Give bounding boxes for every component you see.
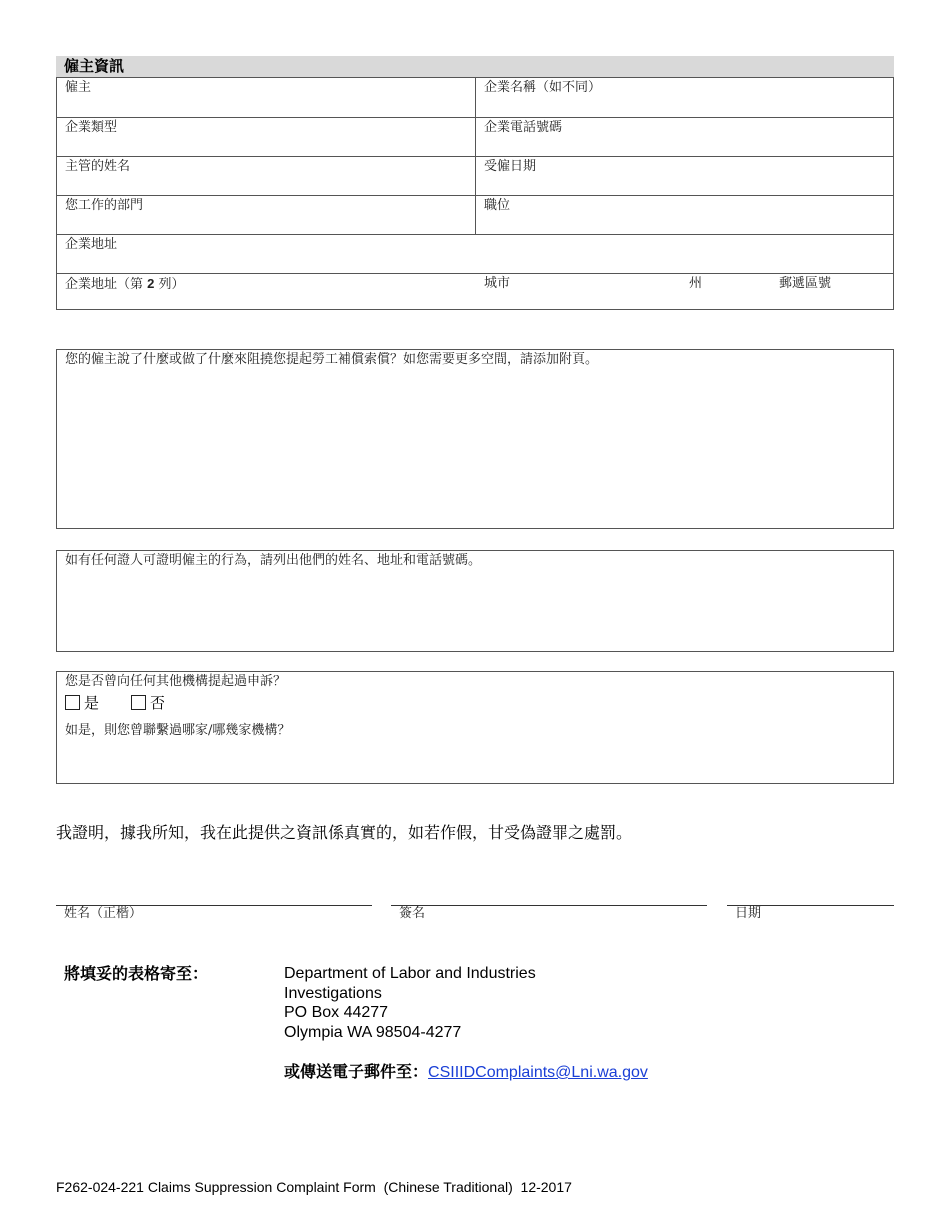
mailing-address <box>284 964 536 1042</box>
employer-actions-textarea[interactable] <box>56 349 894 529</box>
employer-label: 僱主 <box>65 80 92 95</box>
department-label: 您工作的部門 <box>65 198 144 213</box>
business-name-field[interactable] <box>476 78 893 117</box>
signature-line[interactable] <box>391 905 707 906</box>
employer-section-title: 僱主資訊 <box>64 57 125 75</box>
business-type-label: 企業類型 <box>65 120 118 135</box>
department-field[interactable] <box>57 196 475 234</box>
yes-label: 是 <box>84 694 100 712</box>
position-label: 職位 <box>484 198 511 213</box>
email-label: 或傳送電子郵件至： <box>284 1062 429 1081</box>
employer-row-4 <box>57 196 893 235</box>
mail-to-label: 將填妥的表格寄至： <box>64 964 209 983</box>
position-field[interactable] <box>476 196 893 234</box>
employer-section-header <box>56 56 894 77</box>
state-label: 州 <box>689 276 703 291</box>
city-label: 城市 <box>484 276 511 291</box>
business-address-line2-field[interactable] <box>57 274 475 309</box>
employer-row-1 <box>57 78 893 118</box>
other-agency-section <box>56 671 894 784</box>
business-name-label: 企業名稱（如不同） <box>484 80 602 95</box>
business-address-label: 企業地址 <box>65 237 118 252</box>
address-line: Olympia WA 98504-4277 <box>284 1023 462 1041</box>
other-agency-followup: 如是，則您曾聯繫過哪家/哪幾家機構？ <box>65 723 291 738</box>
date-label: 日期 <box>735 906 762 921</box>
employer-field[interactable] <box>57 78 475 117</box>
employer-row-5 <box>57 235 893 274</box>
address-line: Department of Labor and Industries <box>284 965 536 982</box>
address-line: Investigations <box>284 984 382 1002</box>
certification-statement: 我證明，據我所知，我在此提供之資訊係真實的，如若作假，甘受偽證罪之處罰。 <box>56 823 633 842</box>
no-checkbox[interactable] <box>131 695 146 710</box>
witness-textarea[interactable] <box>56 550 894 652</box>
yes-option[interactable] <box>65 692 99 712</box>
employer-info-table <box>56 77 894 310</box>
state-field[interactable] <box>681 274 771 309</box>
signature-label: 簽名 <box>399 906 426 921</box>
witness-question: 如有任何證人可證明僱主的行為，請列出他們的姓名、地址和電話號碼。 <box>65 553 482 568</box>
yes-checkbox[interactable] <box>65 695 80 710</box>
business-type-field[interactable] <box>57 118 475 156</box>
employer-row-2 <box>57 118 893 157</box>
employer-row-6 <box>57 274 893 309</box>
name-label: 姓名（正楷） <box>64 906 143 921</box>
zip-field[interactable] <box>771 274 893 309</box>
business-address-field[interactable] <box>57 235 893 273</box>
email-link[interactable]: CSIIIDComplaints@Lni.wa.gov <box>428 1064 648 1081</box>
no-option[interactable] <box>131 692 165 712</box>
city-field[interactable] <box>476 274 681 309</box>
business-phone-field[interactable] <box>476 118 893 156</box>
zip-label: 郵遞區號 <box>779 276 832 291</box>
hire-date-label: 受僱日期 <box>484 159 537 174</box>
business-address-line2-label: 企業地址（第 2 列） <box>65 276 185 292</box>
form-footer: F262-024-221 Claims Suppression Complaint Form (Chinese Traditional) 12-2017 <box>56 1179 572 1195</box>
email-line <box>284 1062 648 1083</box>
supervisor-name-label: 主管的姓名 <box>65 159 131 174</box>
supervisor-name-field[interactable] <box>57 157 475 195</box>
other-agency-question: 您是否曾向任何其他機構提起過申訴？ <box>65 674 287 689</box>
no-label: 否 <box>150 694 166 712</box>
business-phone-label: 企業電話號碼 <box>484 120 563 135</box>
employer-actions-question: 您的僱主說了什麼或做了什麼來阻撓您提起勞工補償索償？如您需要更多空間，請添加附頁。 <box>65 352 599 367</box>
address-line: PO Box 44277 <box>284 1004 389 1021</box>
hire-date-field[interactable] <box>476 157 893 195</box>
employer-row-3 <box>57 157 893 196</box>
